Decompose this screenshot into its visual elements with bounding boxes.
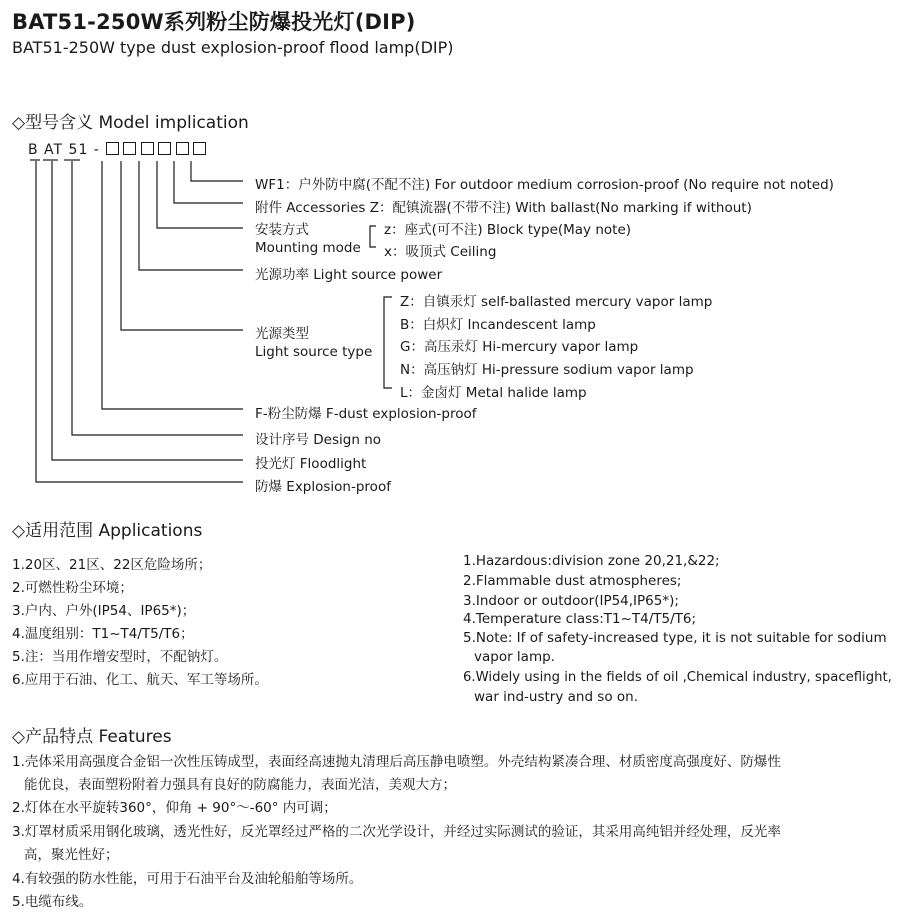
label-type-z: Z：自镇汞灯 self-ballasted mercury vapor lamp	[400, 294, 713, 310]
page-title: BAT51-250W系列粉尘防爆投光灯(DIP)	[12, 10, 416, 34]
app-en-5b: vapor lamp.	[474, 649, 555, 665]
feature-line-2: 2.灯体在水平旋转360°，仰角 + 90°～-60° 内可调；	[12, 800, 337, 816]
label-mounting-x: x：吸顶式 Ceiling	[384, 244, 497, 260]
label-mounting-en: Mounting mode	[255, 240, 361, 256]
label-accessories: 附件 Accessories Z：配镇流器(不带不注) With ballast(No marking if without)	[255, 200, 752, 216]
app-en-4: 4.Temperature class:T1~T4/T5/T6;	[463, 611, 697, 627]
label-design: 设计序号 Design no	[255, 432, 382, 448]
label-type-g: G：高压汞灯 Hi-mercury vapor lamp	[400, 339, 639, 355]
feature-line-3: 3.灯罩材质采用钢化玻璃，透光性好，反光罩经过严格的二次光学设计，并经过实际测试的验证，其采用高纯铝并经处理，反光率	[12, 824, 781, 840]
feature-line-1: 1.壳体采用高强度合金铝一次性压铸成型，表面经高速抛丸清理后高压静电喷塑。外壳结构紧凑合理、材质密度高强度好、防爆性	[12, 754, 781, 770]
app-en-6: 6.Widely using in the fields of oil ,Chemical industry, spaceflight,	[463, 669, 892, 685]
label-wf1: WF1：户外防中腐(不配不注) For outdoor medium corrosion-proof (No require not noted)	[255, 177, 834, 193]
app-en-6b: war ind-ustry and so on.	[474, 689, 638, 705]
label-mounting-zh: 安装方式	[255, 222, 309, 238]
label-power: 光源功率 Light source power	[255, 267, 443, 283]
features-heading: ◇产品特点 Features	[12, 727, 172, 747]
label-explosion: 防爆 Explosion-proof	[255, 479, 391, 495]
label-type-b: B：白炽灯 Incandescent lamp	[400, 317, 596, 333]
app-en-5: 5.Note: If of safety-increased type, it is not suitable for sodium	[463, 630, 887, 646]
label-type-n: N：高压钠灯 Hi-pressure sodium vapor lamp	[400, 362, 694, 378]
feature-line-3b: 高，聚光性好；	[24, 847, 119, 863]
app-en-3: 3.Indoor or outdoor(IP54,IP65*);	[463, 593, 679, 609]
label-type-l: L：金卤灯 Metal halide lamp	[400, 385, 587, 401]
app-zh-6: 6.应用于石油、化工、航天、军工等场所。	[12, 672, 268, 688]
app-zh-1: 1.20区、21区、22区危险场所；	[12, 557, 212, 573]
label-fdust: F-粉尘防爆 F-dust explosion-proof	[255, 406, 477, 422]
app-en-1: 1.Hazardous:division zone 20,21,&22;	[463, 553, 720, 569]
label-mounting-z: z：座式(可不注) Block type(May note)	[384, 222, 632, 238]
app-zh-4: 4.温度组别：T1~T4/T5/T6；	[12, 626, 194, 642]
app-zh-2: 2.可燃性粉尘环境；	[12, 580, 133, 596]
feature-line-5: 5.电缆布线。	[12, 894, 93, 910]
feature-line-4: 4.有较强的防水性能，可用于石油平台及油轮船舶等场所。	[12, 871, 363, 887]
label-type-en: Light source type	[255, 344, 373, 360]
app-en-2: 2.Flammable dust atmospheres;	[463, 573, 682, 589]
label-floodlight: 投光灯 Floodlight	[255, 456, 367, 472]
model-section-heading: ◇型号含义 Model implication	[12, 113, 249, 133]
model-code-prefix: B AT 51 -	[28, 142, 100, 158]
feature-line-1b: 能优良，表面塑粉附着力强具有良好的防腐能力，表面光洁，美观大方；	[24, 777, 456, 793]
label-type-zh: 光源类型	[255, 326, 309, 342]
applications-heading: ◇适用范围 Applications	[12, 521, 203, 541]
page-subtitle: BAT51-250W type dust explosion-proof flood lamp(DIP)	[12, 38, 454, 57]
app-zh-5: 5.注：当用作增安型时，不配钠灯。	[12, 649, 228, 665]
app-zh-3: 3.户内、户外(IP54、IP65*)；	[12, 603, 196, 619]
